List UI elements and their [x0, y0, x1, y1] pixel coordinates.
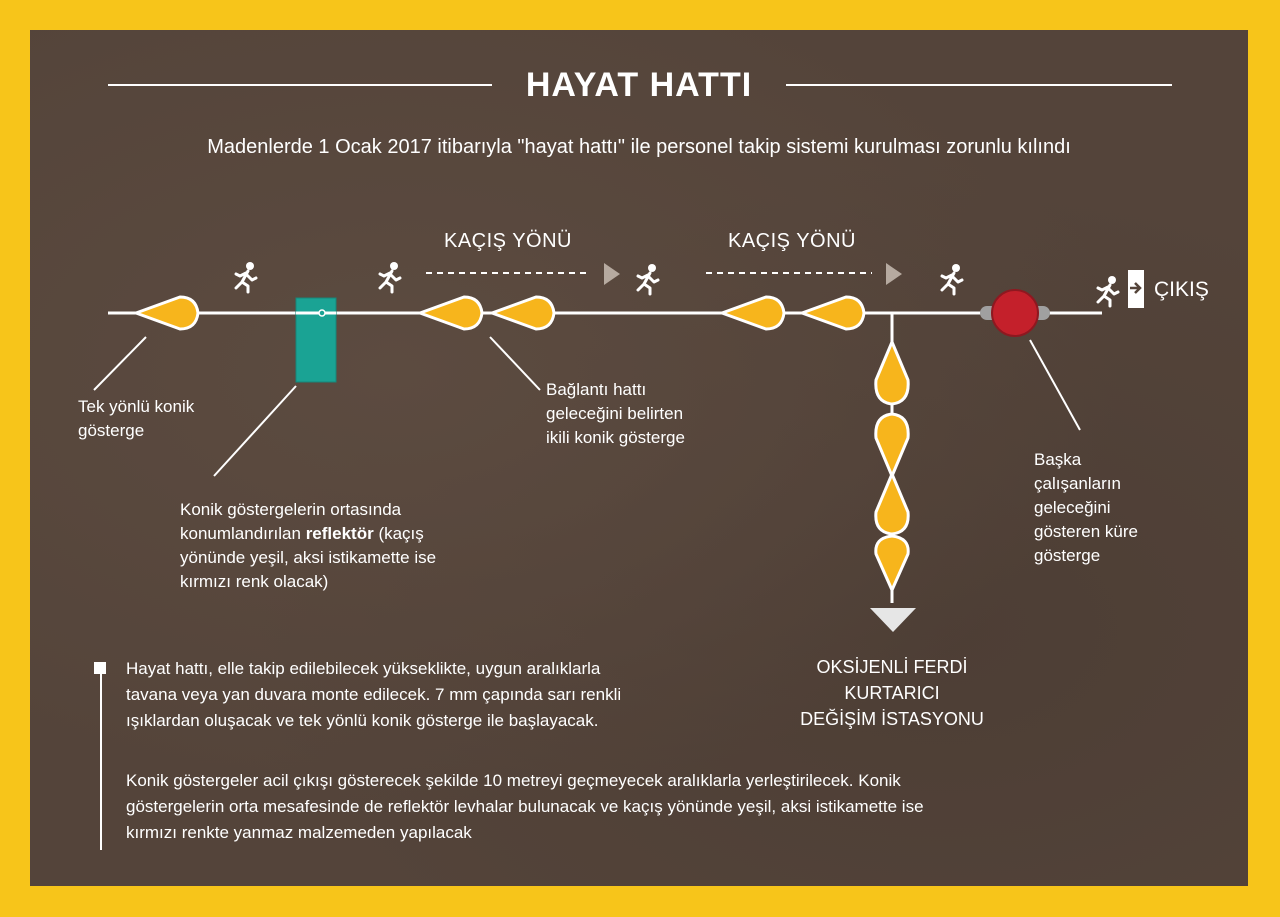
reflector-plate [296, 298, 336, 382]
callout-reflector-line2-a: konumlandırılan [180, 524, 306, 543]
page-title: HAYAT HATTI [525, 66, 753, 104]
callout-sphere-line1: Başka [1034, 450, 1082, 469]
single-cone-indicator [136, 297, 198, 329]
callout-reflector-line4: kırmızı renk olacak) [180, 572, 329, 591]
direction-arrow-1-icon [604, 263, 620, 285]
callout-double-cone [546, 378, 685, 450]
running-person-icon [380, 262, 400, 292]
running-person-icon [638, 264, 658, 294]
note-2 [126, 768, 924, 846]
callout-line-reflector [214, 386, 296, 476]
callout-station-line3: DEĞİŞİM İSTASYONU [800, 709, 984, 729]
callout-double-cone-line3: ikili konik gösterge [546, 428, 685, 447]
reflector-dot [319, 310, 325, 316]
callout-single-cone [78, 395, 194, 443]
callout-single-cone-line1: Tek yönlü konik [78, 397, 195, 416]
callout-reflector [180, 498, 436, 594]
infographic-panel [30, 30, 1248, 886]
double-cone-indicator-1b [492, 297, 554, 329]
callout-double-cone-line2: geleceğini belirten [546, 404, 684, 423]
callout-line-single-cone [94, 337, 146, 390]
note-1-line3: ışıklardan oluşacak ve tek yönlü konik gösterge ile başlayacak. [126, 711, 599, 730]
callout-line-sphere [1030, 340, 1080, 430]
callout-sphere-line2: çalışanların [1034, 474, 1121, 493]
callout-line-double-cone [490, 337, 540, 390]
callout-sphere [1034, 448, 1138, 568]
vertical-cone-pair-2 [876, 474, 908, 590]
direction-arrow-2-icon [886, 263, 902, 285]
callout-station-line2: KURTARICI [844, 683, 940, 703]
callout-station [782, 654, 1002, 732]
callout-sphere-line4: gösteren küre [1034, 522, 1138, 541]
notes-rule [100, 672, 102, 850]
direction-label-2: KAÇIŞ YÖNÜ [728, 230, 856, 252]
double-cone-indicator-1a [420, 297, 482, 329]
running-person-icon [236, 262, 256, 292]
note-1-line2: tavana veya yan duvara monte edilecek. 7 mm çapında sarı renkli [126, 685, 622, 704]
double-cone-indicator-2a [722, 297, 784, 329]
note-2-line3: kırmızı renkte yanmaz malzemeden yapılacak [126, 823, 472, 842]
callout-reflector-bold: reflektör [305, 524, 374, 543]
note-1 [126, 656, 621, 734]
direction-label-1: KAÇIŞ YÖNÜ [444, 230, 572, 252]
callout-reflector-line2 [180, 522, 436, 546]
callout-sphere-line5: gösterge [1034, 546, 1101, 565]
station-arrow-icon [870, 608, 916, 632]
callout-station-line1: OKSİJENLİ FERDİ [816, 657, 968, 677]
exit-label: ÇIKIŞ [1154, 278, 1209, 301]
callout-reflector-line3: yönünde yeşil, aksi istikamette ise [180, 548, 437, 567]
running-person-icon [942, 264, 962, 294]
callout-reflector-line1: Konik göstergelerin ortasında [180, 500, 402, 519]
sphere-indicator [992, 290, 1038, 336]
callout-reflector-line2-b: (kaçış [373, 524, 424, 543]
callout-sphere-line3: geleceğini [1034, 498, 1111, 517]
running-person-icon [1098, 276, 1118, 306]
callout-double-cone-line1: Bağlantı hattı [546, 380, 647, 399]
double-cone-indicator-2b [802, 297, 864, 329]
callout-single-cone-line2: gösterge [78, 421, 145, 440]
note-1-line1: Hayat hattı, elle takip edilebilecek yükseklikte, uygun aralıklarla [126, 659, 601, 678]
exit-door-icon [1128, 270, 1144, 308]
note-2-line1: Konik göstergeler acil çıkışı gösterecek şekilde 10 metreyi geçmeyecek aralıklarla yerleştirilecek. Konik [126, 771, 901, 790]
note-2-line2: göstergelerin orta mesafesinde de reflektör levhalar bulunacak ve kaçış yönünde yeşil, aksi istikamette ise [126, 797, 924, 816]
page-subtitle: Madenlerde 1 Ocak 2017 itibarıyla "hayat hattı" ile personel takip sistemi kurulması zorunlu kılındı [207, 136, 1071, 158]
